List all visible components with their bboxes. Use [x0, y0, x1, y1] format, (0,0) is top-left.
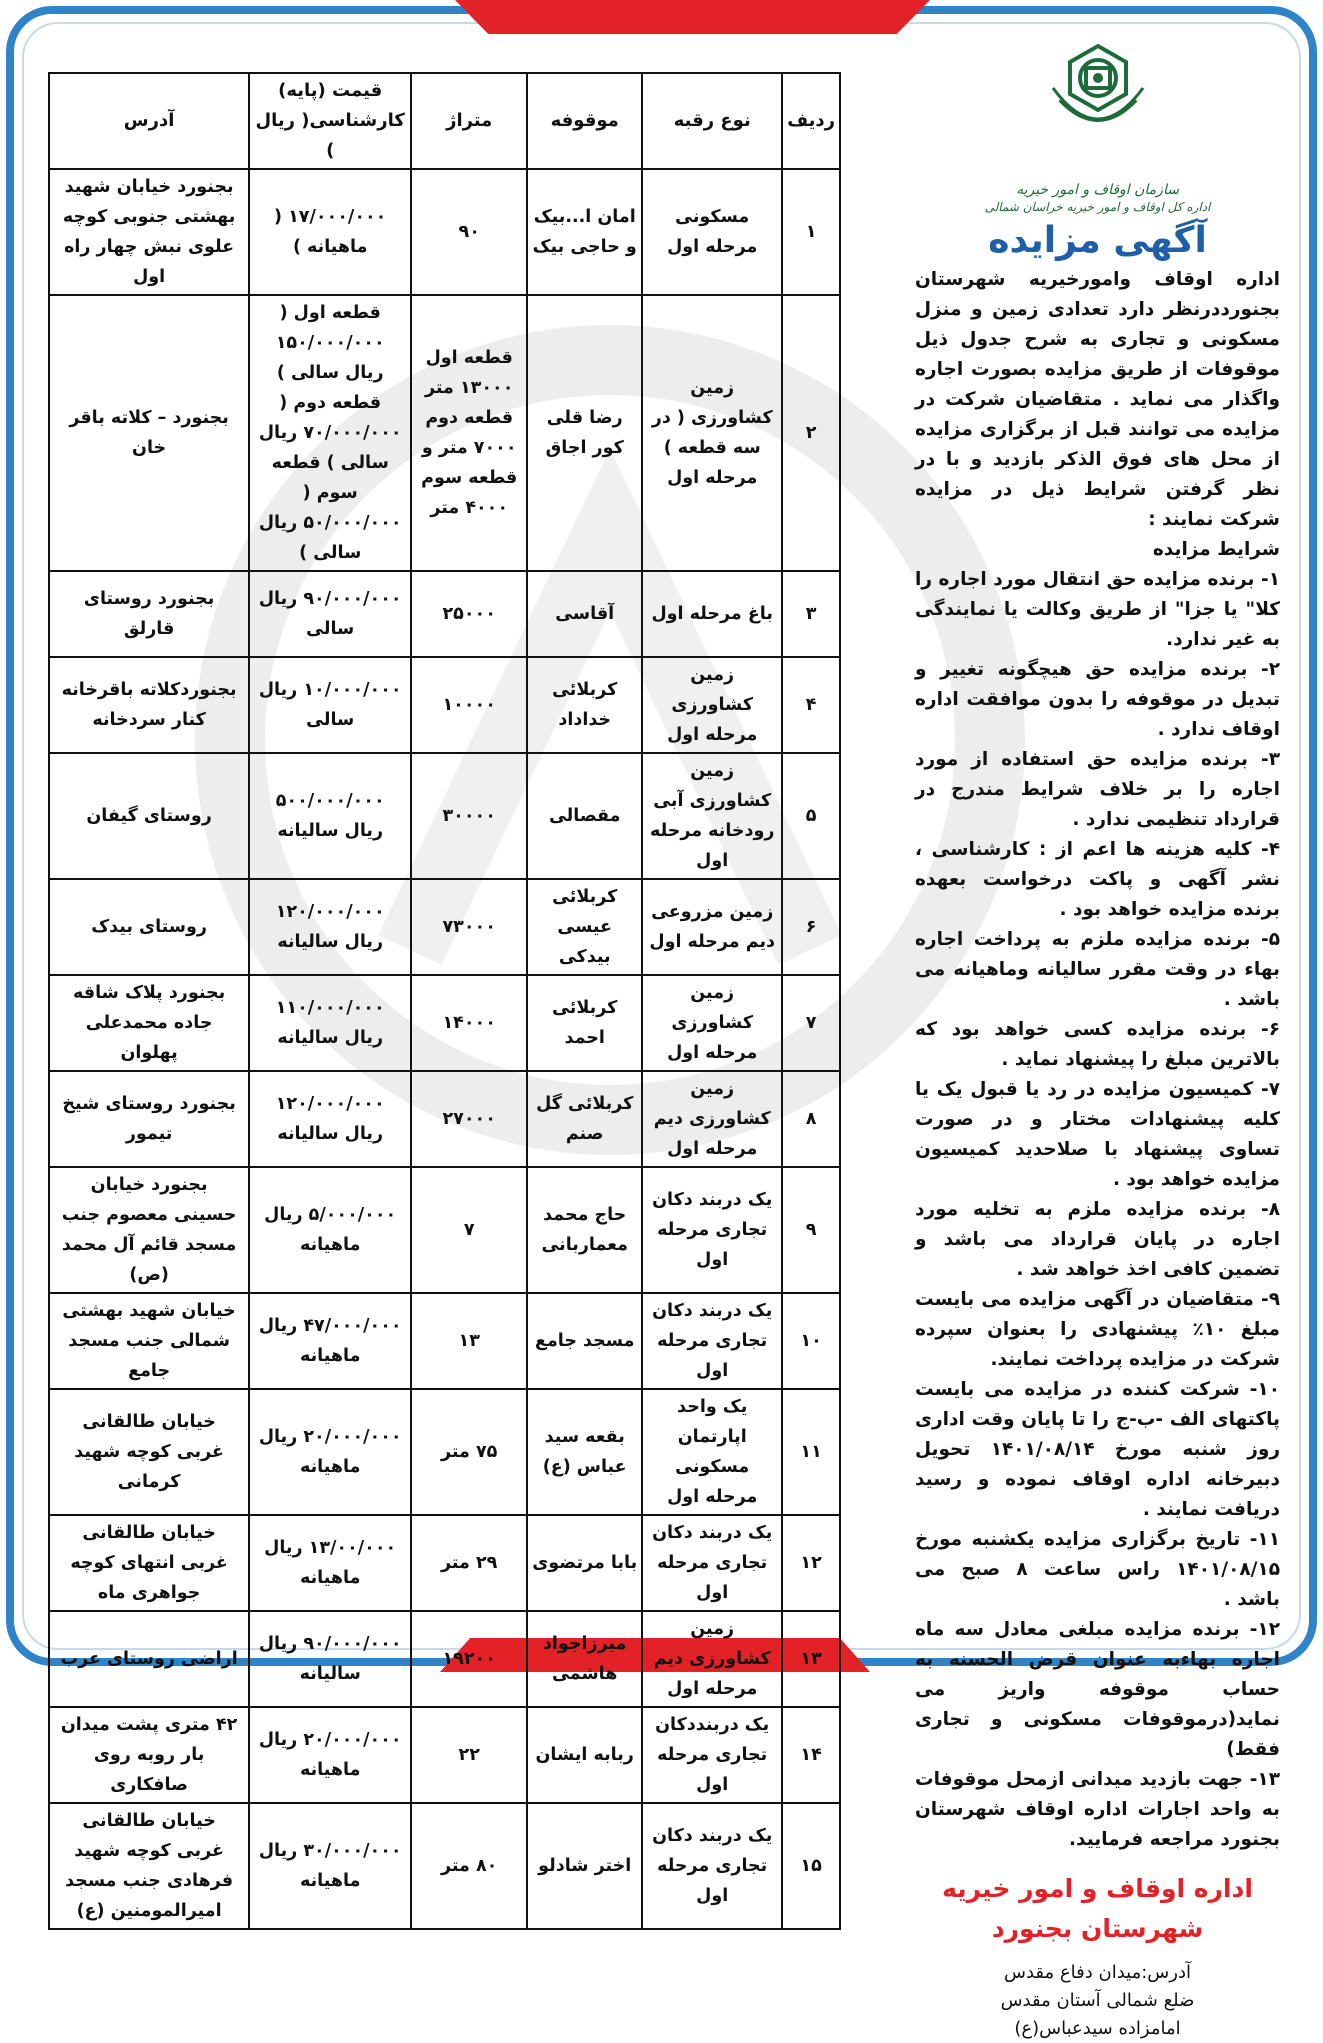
header-base-price: قیمت (پایه) کارشناسی( ریال ): [249, 73, 411, 169]
top-red-ribbon: [455, 0, 930, 34]
cell-area: ۲۵۰۰۰: [411, 571, 527, 657]
cell-price: ۲۰/۰۰۰/۰۰۰ ریال ماهیانه: [249, 1389, 411, 1515]
cell-number: ۵: [782, 753, 840, 879]
address-line1: آدرس:میدان دفاع مقدس: [1004, 1962, 1191, 1983]
cell-area: ۲۲: [411, 1707, 527, 1803]
cell-address: خیابان طالقانی غربی انتهای کوچه جواهری ماه: [49, 1515, 249, 1611]
cell-type: یک دربنددکان تجاری مرحله اول: [642, 1707, 782, 1803]
cell-type: زمین کشاورزی ( در سه قطعه ) مرحله اول: [642, 295, 782, 571]
cell-area: ۳۰۰۰۰: [411, 753, 527, 879]
condition-item: ۳- برنده مزایده حق استفاده از مورد اجاره را بر خلاف شرایط مندرج در قرارداد تنظیمی ندارد .: [915, 749, 1280, 830]
header-row-number: ردیف: [782, 73, 840, 169]
cell-area: ۲۹ متر: [411, 1515, 527, 1611]
cell-price: ۵۰۰/۰۰۰/۰۰۰ ریال سالیانه: [249, 753, 411, 879]
cell-endowment: آقاسی: [527, 571, 642, 657]
table-row: [49, 1293, 840, 1389]
condition-item: ۴- کلیه هزینه ها اعم از : کارشناسی ، نشر آگهی و پاکت درخواست بعهده برنده مزایده خواهد بود .: [915, 839, 1280, 920]
header-property-type: نوع رقبه: [642, 73, 782, 169]
cell-number: ۱۲: [782, 1515, 840, 1611]
cell-address: بجنوردکلاته باقرخانه کنار سردخانه: [49, 657, 249, 753]
cell-address: بجنورد روستای شیخ تیمور: [49, 1071, 249, 1167]
table-body: [49, 169, 840, 1929]
cell-area: ۷: [411, 1167, 527, 1293]
org-name-line2: شهرستان بجنورد: [991, 1914, 1204, 1943]
cell-address: بجنورد روستای قارلق: [49, 571, 249, 657]
table-row: [49, 975, 840, 1071]
cell-type: زمین کشاورزی مرحله اول: [642, 975, 782, 1071]
cell-endowment: کربلائی خداداد: [527, 657, 642, 753]
notice-panel: [915, 40, 1280, 2043]
cell-price: ۹۰/۰۰۰/۰۰۰ ریال سالیانه: [249, 1611, 411, 1707]
cell-type: یک واحد اپارتمان مسکونی مرحله اول: [642, 1389, 782, 1515]
cell-endowment: ربابه ایشان: [527, 1707, 642, 1803]
table-row: [49, 1389, 840, 1515]
table-row: [49, 753, 840, 879]
cell-endowment: امان ا...بیک و حاجی بیک: [527, 169, 642, 295]
table-row: [49, 1611, 840, 1707]
org-address: [915, 1959, 1280, 2043]
header-address: آدرس: [49, 73, 249, 169]
notice-title: آگهی مزایده: [988, 220, 1207, 261]
logo-subcaption: اداره کل اوقاف و امور خیریه خراسان شمالی: [984, 200, 1211, 214]
cell-number: ۷: [782, 975, 840, 1071]
condition-item: ۹- متقاضیان در آگهی مزایده می بایست مبلغ ۱۰٪ پیشنهادی را بعنوان سپرده شرکت در مزایده پرداخت نمایند.: [915, 1289, 1280, 1370]
table-row: [49, 1803, 840, 1929]
cell-price: ۱۰/۰۰۰/۰۰۰ ریال سالی: [249, 657, 411, 753]
cell-endowment: کربلائی عیسی بیدکی: [527, 879, 642, 975]
cell-address: روستای گیفان: [49, 753, 249, 879]
table-row: [49, 879, 840, 975]
condition-item: ۱۲- برنده مزایده مبلغی معادل سه ماه اجاره بهاءبه عنوان قرض الحسنه به حساب موقوفه واریز می نماید(درموقوفات مسکونی و تجاری فقط): [915, 1619, 1280, 1760]
cell-price: ۱۲۰/۰۰۰/۰۰۰ ریال سالیانه: [249, 879, 411, 975]
cell-area: ۷۵ متر: [411, 1389, 527, 1515]
org-name-line1: اداره اوقاف و امور خیریه: [942, 1874, 1253, 1903]
cell-area: ۸۰ متر: [411, 1803, 527, 1929]
table-row: [49, 1707, 840, 1803]
cell-address: بجنورد خیابان شهید بهشتی جنوبی کوچه علوی نبش چهار راه اول: [49, 169, 249, 295]
cell-price: ۳۰/۰۰۰/۰۰۰ ریال ماهیانه: [249, 1803, 411, 1929]
cell-type: زمین کشاورزی مرحله اول: [642, 657, 782, 753]
address-line2: ضلع شمالی آستان مقدس: [1000, 1990, 1195, 2011]
cell-area: ۱۳: [411, 1293, 527, 1389]
cell-number: ۱۱: [782, 1389, 840, 1515]
cell-number: ۱۵: [782, 1803, 840, 1929]
cell-endowment: مسجد جامع: [527, 1293, 642, 1389]
cell-price: ۱۲۰/۰۰۰/۰۰۰ ریال سالیانه: [249, 1071, 411, 1167]
logo-caption: سازمان اوقاف و امور خیریه: [1016, 182, 1179, 198]
cell-price: ۱۳/۰۰/۰۰۰ ریال ماهیانه: [249, 1515, 411, 1611]
auction-table: [48, 72, 841, 1930]
cell-type: یک دربند دکان تجاری مرحله اول: [642, 1167, 782, 1293]
cell-price: ۱۱۰/۰۰۰/۰۰۰ ریال سالیانه: [249, 975, 411, 1071]
cell-number: ۱۰: [782, 1293, 840, 1389]
cell-price: ۹۰/۰۰۰/۰۰۰ ریال سالی: [249, 571, 411, 657]
cell-type: زمین کشاورزی آبی رودخانه مرحله اول: [642, 753, 782, 879]
cell-type: یک دربند دکان تجاری مرحله اول: [642, 1803, 782, 1929]
notice-intro: اداره اوقاف وامورخیریه شهرستان بجنورددرنظر دارد تعدادی زمین و منزل مسکونی و تجاری به شرح جدول ذیل موقوفات از طریق مزایده بصورت اجاره واگذار می نماید . متقاضیان شرکت در مزایده می توانند قبل از برگزاری مزایده از محل های فوق الذکر بازدید و با در نظر گرفتن شرایط ذیل در مزایده شرکت نمایند :: [915, 269, 1280, 530]
cell-number: ۸: [782, 1071, 840, 1167]
cell-endowment: مقصالی: [527, 753, 642, 879]
cell-endowment: اختر شادلو: [527, 1803, 642, 1929]
conditions-heading: شرایط مزایده: [1152, 539, 1280, 560]
cell-address: بجنورد پلاک شاقه جاده محمدعلی پهلوان: [49, 975, 249, 1071]
cell-number: ۳: [782, 571, 840, 657]
condition-item: ۷- کمیسیون مزایده در رد یا قبول یک یا کلیه پیشنهادات مختار و در صورت تساوی پیشنهاد با صلاحدید کمیسیون مزایده خواهد بود .: [915, 1079, 1280, 1190]
cell-address: خیابان شهید بهشتی شمالی جنب مسجد جامع: [49, 1293, 249, 1389]
cell-endowment: کربلائی احمد: [527, 975, 642, 1071]
cell-type: زمین مزروعی دیم مرحله اول: [642, 879, 782, 975]
cell-address: خیابان طالقانی غربی کوچه شهید کرمانی: [49, 1389, 249, 1515]
cell-address: اراضی روستای عرب: [49, 1611, 249, 1707]
cell-area: ۱۹۲۰۰: [411, 1611, 527, 1707]
cell-endowment: حاج محمد معماربانی: [527, 1167, 642, 1293]
cell-type: یک دربند دکان تجاری مرحله اول: [642, 1515, 782, 1611]
table-row: [49, 169, 840, 295]
condition-item: ۵- برنده مزایده ملزم به پرداخت اجاره بهاء در وقت مقرر سالیانه وماهیانه می باشد .: [915, 929, 1280, 1010]
cell-price: ۲۰/۰۰۰/۰۰۰ ریال ماهیانه: [249, 1707, 411, 1803]
cell-number: ۹: [782, 1167, 840, 1293]
cell-endowment: کربلائی گل صنم: [527, 1071, 642, 1167]
cell-number: ۲: [782, 295, 840, 571]
cell-address: روستای بیدک: [49, 879, 249, 975]
cell-endowment: بابا مرتضوی: [527, 1515, 642, 1611]
cell-address: خیابان طالقانی غربی کوچه شهید فرهادی جنب مسجد امیرالمومنین (ع): [49, 1803, 249, 1929]
condition-item: ۲- برنده مزایده حق هیچگونه تغییر و تبدیل در موقوفه را بدون موافقت اداره اوقاف ندارد .: [915, 659, 1280, 740]
table-row: [49, 1071, 840, 1167]
table-row: [49, 295, 840, 571]
cell-price: ۱۷/۰۰۰/۰۰۰ ( ماهیانه ): [249, 169, 411, 295]
cell-number: ۱: [782, 169, 840, 295]
cell-type: مسکونی مرحله اول: [642, 169, 782, 295]
cell-area: ۱۰۰۰۰: [411, 657, 527, 753]
endowment-logo-icon: [998, 40, 1198, 180]
cell-number: ۱۳: [782, 1611, 840, 1707]
cell-address: بجنورد – کلاته باقر خان: [49, 295, 249, 571]
cell-address: ۴۲ متری پشت میدان بار روبه روی صافکاری: [49, 1707, 249, 1803]
condition-item: ۱۱- تاریخ برگزاری مزایده یکشنبه مورخ ۱۴۰۱/۰۸/۱۵ راس ساعت ۸ صبح می باشد .: [915, 1529, 1280, 1610]
cell-endowment: رضا قلی کور اجاق: [527, 295, 642, 571]
cell-endowment: میرزاجواد هاشمی: [527, 1611, 642, 1707]
cell-type: زمین کشاورزی دیم مرحله اول: [642, 1071, 782, 1167]
cell-type: زمین کشاورزی دیم مرحله اول: [642, 1611, 782, 1707]
cell-price: ۴۷/۰۰۰/۰۰۰ ریال ماهیانه: [249, 1293, 411, 1389]
table-row: [49, 1515, 840, 1611]
cell-endowment: بقعه سید عباس (ع): [527, 1389, 642, 1515]
cell-area: ۲۷۰۰۰: [411, 1071, 527, 1167]
cell-address: بجنورد خیابان حسینی معصوم جنب مسجد قائم آل محمد (ص): [49, 1167, 249, 1293]
cell-price: ۵/۰۰۰/۰۰۰ ریال ماهیانه: [249, 1167, 411, 1293]
org-name: [915, 1869, 1280, 1949]
cell-number: ۶: [782, 879, 840, 975]
cell-number: ۴: [782, 657, 840, 753]
table-header-row: [49, 73, 840, 169]
cell-area: ۹۰: [411, 169, 527, 295]
table-row: [49, 657, 840, 753]
header-endowment: موقوفه: [527, 73, 642, 169]
cell-type: باغ مرحله اول: [642, 571, 782, 657]
table-row: [49, 571, 840, 657]
cell-area: ۷۳۰۰۰: [411, 879, 527, 975]
address-line3: امامزاده سیدعباس(ع): [1014, 2018, 1181, 2039]
header-area: متراژ: [411, 73, 527, 169]
condition-item: ۶- برنده مزایده کسی خواهد بود که بالاترین مبلغ را پیشنهاد نماید .: [915, 1019, 1280, 1070]
table-row: [49, 1167, 840, 1293]
condition-item: ۱- برنده مزایده حق انتقال مورد اجاره را کلا" یا جزا" از طریق وکالت یا نمایندگی به غیر ندارد.: [915, 569, 1280, 650]
cell-area: ۱۴۰۰۰: [411, 975, 527, 1071]
cell-area: قطعه اول ۱۳۰۰۰ متر قطعه دوم ۷۰۰۰ متر و قطعه سوم ۴۰۰۰ متر: [411, 295, 527, 571]
cell-price: قطعه اول ( ۱۵۰/۰۰۰/۰۰۰ ریال سالی ) قطعه دوم ( ۷۰/۰۰۰/۰۰۰ ریال سالی ) قطعه سوم ( ۵۰/۰۰۰/۰۰۰ ریال سالی ): [249, 295, 411, 571]
cell-number: ۱۴: [782, 1707, 840, 1803]
condition-item: ۱۳- جهت بازدید میدانی ازمحل موقوفات به واحد اجارات اداره اوقاف شهرستان بجنورد مراجعه فرمایید.: [915, 1769, 1280, 1850]
cell-type: یک دربند دکان تجاری مرحله اول: [642, 1293, 782, 1389]
condition-item: ۱۰- شرکت کننده در مزایده می بایست پاکتهای الف -ب-ج را تا پایان وقت اداری روز شنبه مورخ ۱۴۰۱/۰۸/۱۴ تحویل دبیرخانه اداره اوقاف نموده و رسید دریافت نمایند .: [915, 1379, 1280, 1520]
condition-item: ۸- برنده مزایده ملزم به تخلیه مورد اجاره در پایان قرارداد می باشد و تضمین کافی اخذ خواهد شد .: [915, 1199, 1280, 1280]
